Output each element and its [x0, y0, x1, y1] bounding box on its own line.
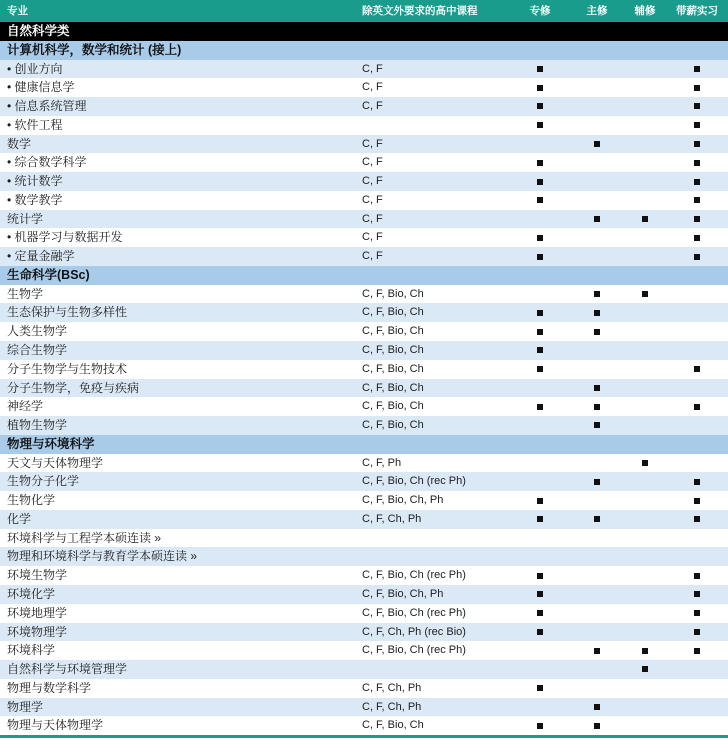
placement-marker — [694, 85, 700, 91]
section-header — [0, 266, 728, 285]
placement-marker — [694, 366, 700, 372]
header-placement: 带薪实习 — [676, 5, 718, 17]
section-title: 计算机科学，数学和统计 (接上) — [7, 42, 182, 57]
specialist-marker — [537, 122, 543, 128]
specialist-marker — [537, 329, 543, 335]
required-subjects: C, F — [362, 231, 383, 244]
required-subjects: C, F, Bio, Ch — [362, 287, 424, 300]
required-subjects: C, F, Bio, Ch — [362, 381, 424, 394]
required-subjects: C, F — [362, 175, 383, 188]
specialist-marker — [537, 591, 543, 597]
major-name: 统计学 — [7, 211, 44, 226]
major-study-marker — [594, 404, 600, 410]
table-row — [0, 210, 728, 229]
section-title: 物理与环境科学 — [7, 436, 95, 451]
placement-marker — [694, 498, 700, 504]
major-name: 环境科学与工程学本硕连读 » — [7, 530, 162, 545]
required-subjects: C, F — [362, 156, 383, 169]
placement-marker — [694, 179, 700, 185]
minor-marker — [642, 460, 648, 466]
major-name: • 信息系统管理 — [7, 99, 87, 114]
major-study-marker — [594, 648, 600, 654]
minor-marker — [642, 291, 648, 297]
major-name: 环境物理学 — [7, 624, 68, 639]
required-subjects: C, F, Bio, Ch, Ph — [362, 494, 444, 507]
placement-marker — [694, 404, 700, 410]
required-subjects: C, F — [362, 193, 383, 206]
specialist-marker — [537, 310, 543, 316]
section-title: 生命科学(BSc) — [7, 267, 90, 282]
table-row — [0, 547, 728, 566]
table-row — [0, 153, 728, 172]
required-subjects: C, F, Bio, Ch, Ph — [362, 587, 444, 600]
required-subjects: C, F — [362, 250, 383, 263]
table-row — [0, 641, 728, 660]
table-row — [0, 660, 728, 679]
major-name: 植物生物学 — [7, 418, 68, 433]
major-name: 化学 — [7, 511, 32, 526]
major-study-marker — [594, 291, 600, 297]
table-row — [0, 247, 728, 266]
placement-marker — [694, 197, 700, 203]
major-name: 自然科学与环境管理学 — [7, 662, 128, 677]
specialist-marker — [537, 347, 543, 353]
required-subjects: C, F, Ph — [362, 456, 402, 469]
table-row — [0, 491, 728, 510]
table-row — [0, 360, 728, 379]
major-name: • 定量金融学 — [7, 249, 75, 264]
minor-marker — [642, 648, 648, 654]
required-subjects: C, F, Bio, Ch (rec Ph) — [362, 644, 466, 657]
specialist-marker — [537, 85, 543, 91]
specialist-marker — [537, 629, 543, 635]
major-name: 物理与数学科学 — [7, 680, 92, 695]
major-study-marker — [594, 141, 600, 147]
category-row — [0, 22, 728, 41]
required-subjects: C, F, Bio, Ch (rec Ph) — [362, 569, 466, 582]
placement-marker — [694, 160, 700, 166]
table-row — [0, 135, 728, 154]
specialist-marker — [537, 254, 543, 260]
table-row — [0, 604, 728, 623]
major-name: 生态保护与生物多样性 — [7, 305, 128, 320]
major-name: 环境科学 — [7, 643, 56, 658]
table-row — [0, 416, 728, 435]
major-name: • 健康信息学 — [7, 80, 75, 95]
required-subjects: C, F — [362, 212, 383, 225]
table-row — [0, 472, 728, 491]
placement-marker — [694, 629, 700, 635]
placement-marker — [694, 573, 700, 579]
major-study-marker — [594, 329, 600, 335]
specialist-marker — [537, 235, 543, 241]
table-row — [0, 285, 728, 304]
required-subjects: C, F, Ch, Ph — [362, 681, 422, 694]
placement-marker — [694, 103, 700, 109]
major-name: 生物分子化学 — [7, 474, 80, 489]
table-row — [0, 566, 728, 585]
major-study-marker — [594, 216, 600, 222]
specialist-marker — [537, 179, 543, 185]
header-specialist: 专修 — [529, 5, 551, 17]
table-row — [0, 623, 728, 642]
placement-marker — [694, 648, 700, 654]
table-body — [0, 41, 728, 735]
required-subjects: C, F, Bio, Ch — [362, 325, 424, 338]
table-row — [0, 60, 728, 79]
placement-marker — [694, 141, 700, 147]
specialist-marker — [537, 573, 543, 579]
header-requirements: 除英文外要求的高中课程 — [362, 5, 478, 17]
specialist-marker — [537, 404, 543, 410]
major-name: • 软件工程 — [7, 117, 63, 132]
specialist-marker — [537, 366, 543, 372]
required-subjects: C, F, Bio, Ch (rec Ph) — [362, 606, 466, 619]
major-name: 综合生物学 — [7, 343, 68, 358]
required-subjects: C, F — [362, 100, 383, 113]
placement-marker — [694, 479, 700, 485]
specialist-marker — [537, 197, 543, 203]
major-name: 物理学 — [7, 699, 44, 714]
table-row — [0, 379, 728, 398]
major-study-marker — [594, 704, 600, 710]
major-study-marker — [594, 516, 600, 522]
placement-marker — [694, 591, 700, 597]
table-row — [0, 172, 728, 191]
minor-marker — [642, 666, 648, 672]
major-name: 分子生物学，免疫与疾病 — [7, 380, 140, 395]
required-subjects: C, F, Bio, Ch — [362, 419, 424, 432]
required-subjects: C, F, Bio, Ch — [362, 400, 424, 413]
category-title: 自然科学类 — [7, 24, 70, 38]
minor-marker — [642, 216, 648, 222]
major-name: 环境化学 — [7, 586, 56, 601]
major-study-marker — [594, 723, 600, 729]
specialist-marker — [537, 103, 543, 109]
placement-marker — [694, 516, 700, 522]
major-name: 生物化学 — [7, 493, 56, 508]
specialist-marker — [537, 685, 543, 691]
table-row — [0, 97, 728, 116]
major-study-marker — [594, 422, 600, 428]
major-name: • 统计数学 — [7, 174, 63, 189]
required-subjects: C, F, Bio, Ch — [362, 362, 424, 375]
major-name: 分子生物学与生物技术 — [7, 361, 128, 376]
specialist-marker — [537, 66, 543, 72]
table-row — [0, 679, 728, 698]
table-row — [0, 585, 728, 604]
table-row — [0, 322, 728, 341]
table-row — [0, 397, 728, 416]
placement-marker — [694, 610, 700, 616]
table-row — [0, 78, 728, 97]
specialist-marker — [537, 723, 543, 729]
section-header — [0, 41, 728, 60]
table-row — [0, 698, 728, 717]
major-name: • 创业方向 — [7, 61, 63, 76]
header-major-study: 主修 — [586, 5, 608, 17]
table-row — [0, 454, 728, 473]
required-subjects: C, F — [362, 81, 383, 94]
table-row — [0, 341, 728, 360]
placement-marker — [694, 254, 700, 260]
major-name: • 综合数学科学 — [7, 155, 87, 170]
major-name: 数学 — [7, 136, 32, 151]
required-subjects: C, F, Ch, Ph (rec Bio) — [362, 625, 466, 638]
required-subjects: C, F — [362, 137, 383, 150]
major-name: 物理和环境科学与教育学本硕连读 » — [7, 549, 198, 564]
major-name: 天文与天体物理学 — [7, 455, 104, 470]
table-row — [0, 116, 728, 135]
required-subjects: C, F, Ch, Ph — [362, 512, 422, 525]
required-subjects: C, F, Ch, Ph — [362, 700, 422, 713]
major-name: 物理与天体物理学 — [7, 718, 104, 733]
specialist-marker — [537, 498, 543, 504]
table-row — [0, 510, 728, 529]
placement-marker — [694, 66, 700, 72]
table-header — [0, 0, 728, 22]
major-study-marker — [594, 310, 600, 316]
placement-marker — [694, 122, 700, 128]
required-subjects: C, F, Bio, Ch — [362, 344, 424, 357]
table-row — [0, 191, 728, 210]
major-name: 环境生物学 — [7, 568, 68, 583]
header-minor: 辅修 — [634, 5, 656, 17]
major-study-marker — [594, 385, 600, 391]
table-row — [0, 303, 728, 322]
specialist-marker — [537, 160, 543, 166]
header-major: 专业 — [7, 5, 28, 17]
major-name: 环境地理学 — [7, 605, 68, 620]
required-subjects: C, F, Bio, Ch — [362, 306, 424, 319]
major-name: • 数学教学 — [7, 192, 63, 207]
specialist-marker — [537, 610, 543, 616]
table-row — [0, 716, 728, 735]
placement-marker — [694, 235, 700, 241]
bottom-rule — [0, 735, 728, 738]
table-row — [0, 228, 728, 247]
table-row — [0, 529, 728, 548]
required-subjects: C, F, Bio, Ch — [362, 719, 424, 732]
major-name: 生物学 — [7, 286, 44, 301]
section-header — [0, 435, 728, 454]
placement-marker — [694, 216, 700, 222]
required-subjects: C, F — [362, 62, 383, 75]
major-name: 人类生物学 — [7, 324, 68, 339]
major-study-marker — [594, 479, 600, 485]
major-name: 神经学 — [7, 399, 44, 414]
specialist-marker — [537, 516, 543, 522]
major-name: • 机器学习与数据开发 — [7, 230, 123, 245]
required-subjects: C, F, Bio, Ch (rec Ph) — [362, 475, 466, 488]
